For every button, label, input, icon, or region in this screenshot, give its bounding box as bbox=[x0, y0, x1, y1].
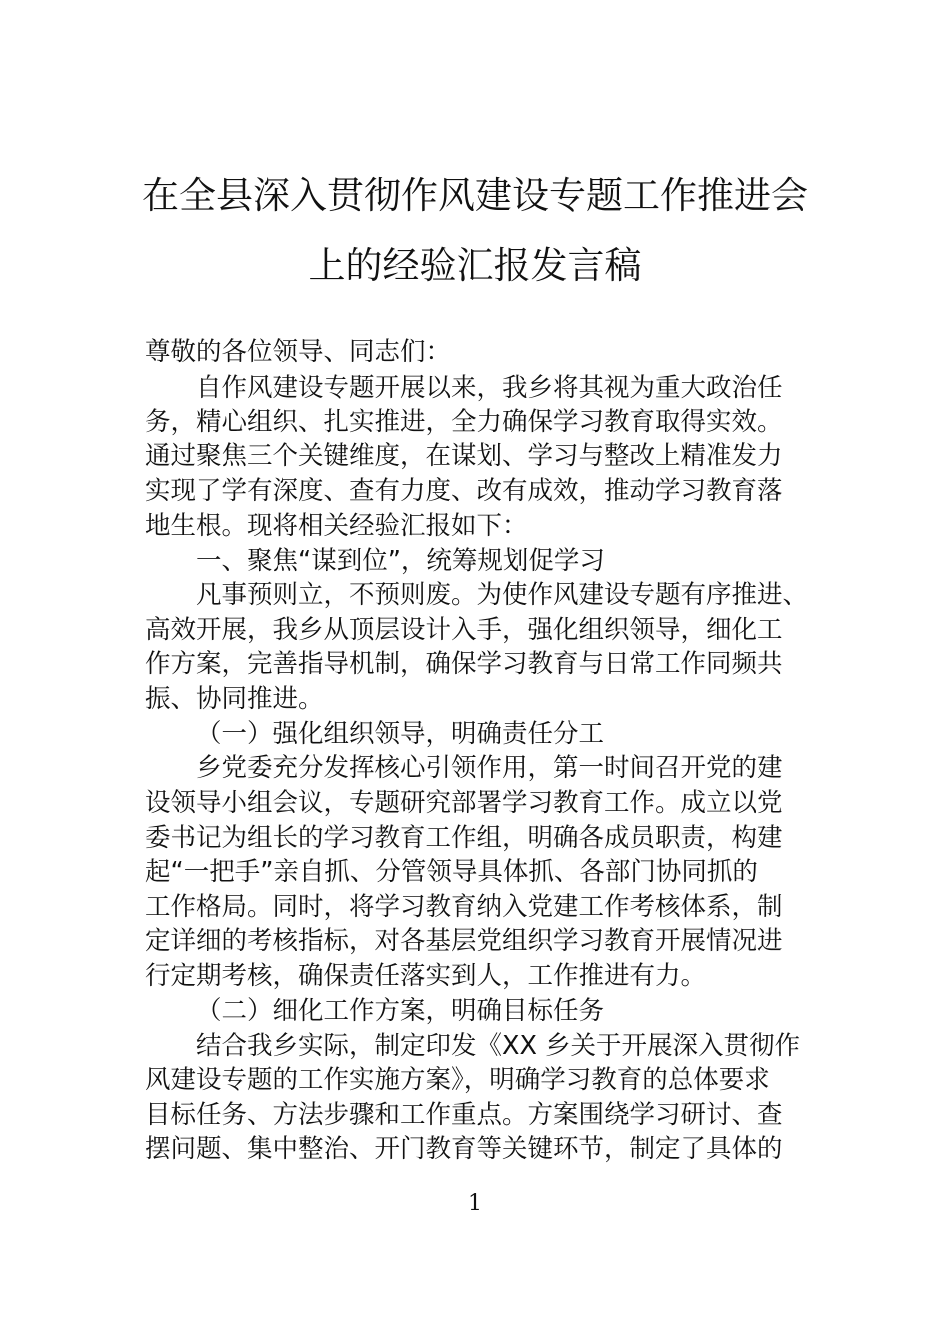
paragraph-line: 起“一把手”亲自抓、分管领导具体抓、各部门协同抓的 bbox=[145, 857, 758, 887]
paragraph-line: 目标任务、方法步骤和工作重点。方案围绕学习研讨、查 bbox=[145, 1100, 783, 1130]
paragraph-line: 务，精心组织、扎实推进，全力确保学习教育取得实效。 bbox=[145, 407, 783, 437]
paragraph-line: 乡党委充分发挥核心引领作用，第一时间召开党的建 bbox=[196, 753, 783, 783]
page-number: 1 bbox=[468, 1191, 482, 1216]
paragraph-line: 自作风建设专题开展以来，我乡将其视为重大政治任 bbox=[196, 373, 783, 403]
paragraph-line: 凡事预则立，不预则废。为使作风建设专题有序推进、 bbox=[196, 580, 809, 610]
paragraph-line: 工作格局。同时，将学习教育纳入党建工作考核体系，制 bbox=[145, 892, 783, 922]
paragraph-line: 行定期考核，确保责任落实到人，工作推进有力。 bbox=[145, 961, 707, 991]
paragraph-line: 振、协同推进。 bbox=[145, 684, 324, 714]
section-heading: 一、聚焦“谋到位”，统筹规划促学习 bbox=[196, 546, 605, 576]
paragraph-line: 定详细的考核指标，对各基层党组织学习教育开展情况进 bbox=[145, 926, 783, 956]
paragraph-line: 实现了学有深度、查有力度、改有成效，推动学习教育落 bbox=[145, 476, 783, 506]
paragraph-line: 设领导小组会议，专题研究部署学习教育工作。成立以党 bbox=[145, 788, 783, 818]
document-title-line-1: 在全县深入贯彻作风建设专题工作推进会 bbox=[142, 174, 808, 217]
paragraph-line: 风建设专题的工作实施方案》，明确学习教育的总体要求 bbox=[145, 1065, 770, 1095]
paragraph-line: 高效开展，我乡从顶层设计入手，强化组织领导，细化工 bbox=[145, 615, 783, 645]
subsection-heading: （一）强化组织领导，明确责任分工 bbox=[196, 719, 605, 749]
paragraph-line: 地生根。现将相关经验汇报如下： bbox=[145, 511, 528, 541]
paragraph-line: 通过聚焦三个关键维度，在谋划、学习与整改上精准发力 bbox=[145, 441, 783, 471]
salutation: 尊敬的各位领导、同志们： bbox=[145, 337, 452, 367]
paragraph-line: 作方案，完善指导机制，确保学习教育与日常工作同频共 bbox=[145, 649, 783, 679]
paragraph-line: 结合我乡实际，制定印发《XX 乡关于开展深入贯彻作 bbox=[196, 1031, 801, 1061]
subsection-heading: （二）细化工作方案，明确目标任务 bbox=[196, 996, 605, 1026]
paragraph-line: 委书记为组长的学习教育工作组，明确各成员职责，构建 bbox=[145, 823, 783, 853]
document-title-line-2: 上的经验汇报发言稿 bbox=[308, 244, 642, 287]
paragraph-line: 摆问题、集中整治、开门教育等关键环节，制定了具体的 bbox=[145, 1134, 783, 1164]
